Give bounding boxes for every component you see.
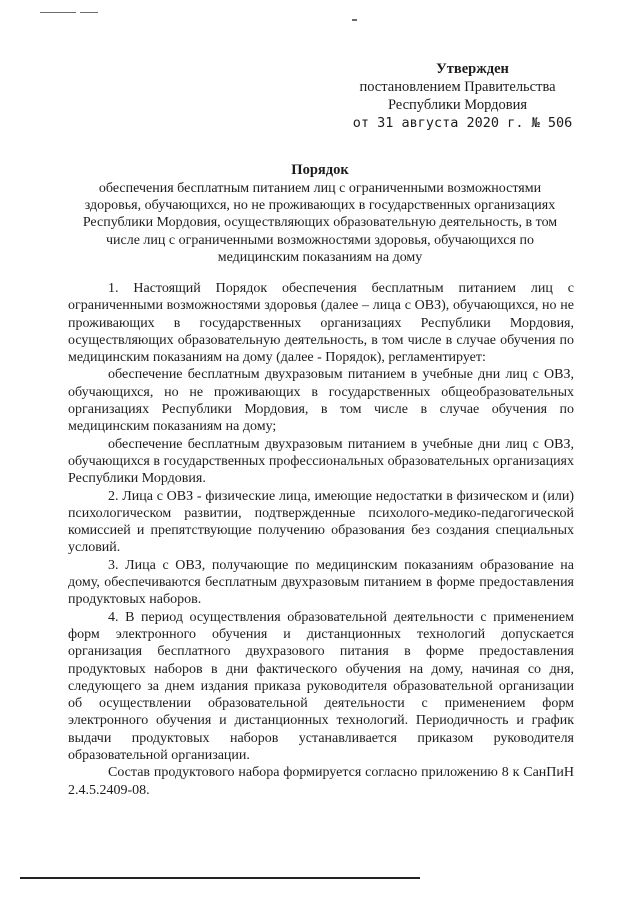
scan-artifact-top-left-2 [80, 12, 98, 13]
paragraph-4: 2. Лица с ОВЗ - физические лица, имеющие недостатки в физическом и (или) психологическом развитии, подтвержденные психолого-медико-педагогической комиссией и препятствующие получению образования без создания специальных условий. [68, 488, 574, 556]
approval-block [330, 60, 585, 132]
paragraph-1: 1. Настоящий Порядок обеспечения бесплатным питанием лиц с ограниченными возможностями здоровья (далее – лица с ОВЗ), обучающихся, но не проживающих в государственных организациях Республики Мордовия, осуществляющих образовательную деятельность, в том числе в случае обучения по медицинским показаниям на дому (далее - Порядок), регламентирует: [68, 281, 574, 366]
paragraph-3: обеспечение бесплатным двухразовым питанием в учебные дни лиц с ОВЗ, обучающихся в государственных профессиональных образовательных организациях Республики Мордовия. [68, 436, 574, 487]
bottom-scan-rule [20, 877, 420, 879]
scan-artifact-top-left [40, 12, 76, 13]
paragraph-7: Состав продуктового набора формируется согласно приложению 8 к СанПиН 2.4.5.2409-08. [68, 765, 574, 798]
document-title: Порядок [291, 162, 349, 178]
paragraph-2: обеспечение бесплатным двухразовым питанием в учебные дни лиц с ОВЗ, обучающихся, но не проживающих в государственных общеобразовательных организациях Республики Мордовия, в том числе в случае обучения по медицинским показаниям на дому; [68, 367, 574, 435]
approval-title: Утвержден [436, 61, 509, 77]
approval-line-2: Республики Мордовия [387, 97, 528, 113]
paragraph-6: 4. В период осуществления образовательной деятельности с применением форм электронного обучения и дистанционных технологий допускается организация бесплатного двухразового питания в форме предоставления продуктовых наборов в дни фактического обучения на дому, начиная со дня, следующего за днем издания приказа руководителя образовательной организации об осуществлении образовательной деятельности с применением форм электронного обучения и дистанционных технологий. Периодичность и график выдачи продуктовых наборов устанавливается приказом руководителя образовательной организации. [68, 609, 574, 764]
approval-date: от 31 августа 2020 г. № 506 [352, 115, 573, 131]
scan-artifact-top-center [352, 19, 357, 21]
document-subtitle: обеспечения бесплатным питанием лиц с ограниченными возможностями здоровья, обучающихся, но не проживающих в государственных организациях Республики Мордовия, осуществляющих образовательную деятельность, в том числе лиц с ограниченными возможностями здоровья, обучающихся по медицинским показаниям на дому [82, 181, 558, 265]
approval-line-1: постановлением Правительства [359, 79, 556, 95]
paragraph-5: 3. Лица с ОВЗ, получающие по медицинским показаниям образование на дому, обеспечиваются бесплатным двухразовым питанием в форме предоставления продуктовых наборов. [68, 557, 574, 608]
document-body [68, 280, 574, 799]
